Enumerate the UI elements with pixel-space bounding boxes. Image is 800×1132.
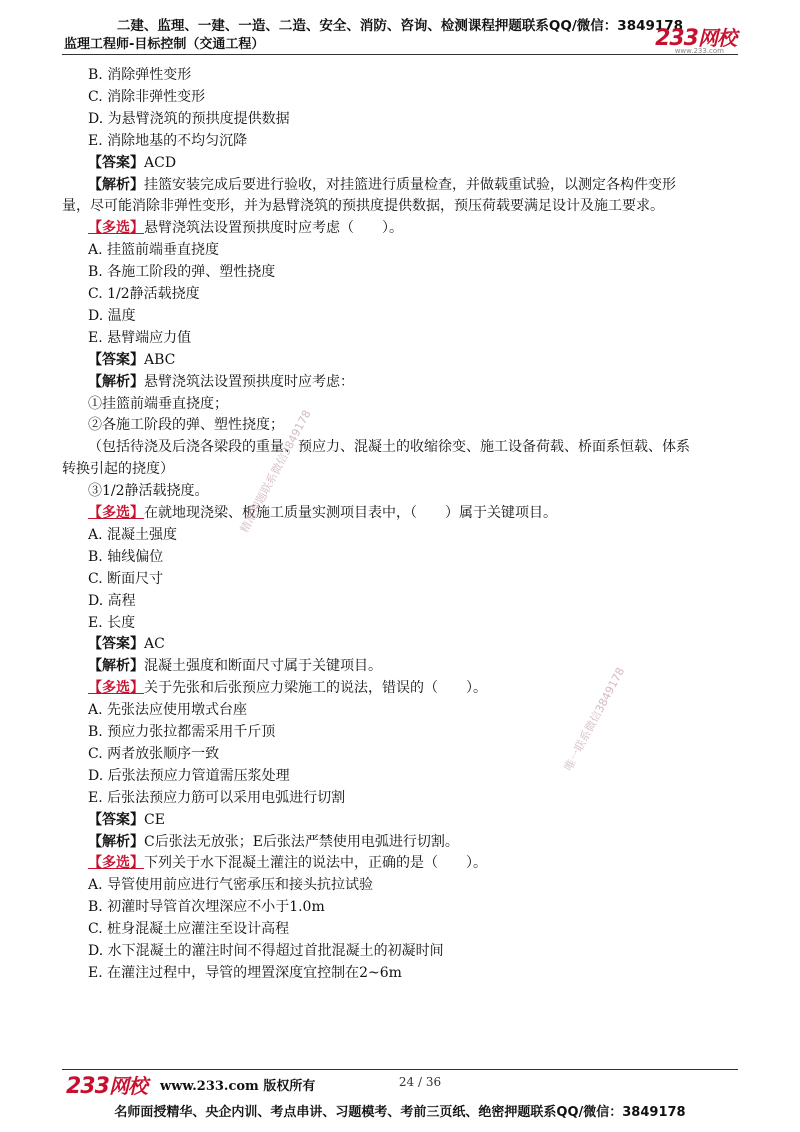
question-type-tag: 【多选】 [88,220,144,237]
line-text: 悬臂浇筑法设置预拱度时应考虑： [144,373,354,390]
text-line [88,108,290,128]
text-line [88,677,487,697]
line-text: B. 初灌时导管首次埋深应不小于1.0m [88,899,325,916]
document-subtitle: 监理工程师-目标控制（交通工程） [64,37,265,52]
section-label: 【答案】 [88,811,144,828]
line-text: A. 先张法应使用墩式台座 [88,702,248,719]
text-line [88,612,135,632]
line-text: E. 消除地基的不均匀沉降 [88,132,248,149]
line-text: A. 挂篮前端垂直挠度 [88,242,220,259]
logo-number: 233 [655,26,698,51]
text-line [88,809,165,829]
section-label: 【解析】 [88,833,144,850]
text-line [88,393,228,413]
line-text: ACD [144,154,177,171]
text-line [88,524,177,544]
question-type-tag: 【多选】 [88,505,144,521]
text-line [88,590,136,610]
line-text: ③1/2静活载挠度。 [88,483,209,500]
line-text: 下列关于水下混凝土灌注的说法中，正确的是（ ）。 [144,855,487,872]
text-line [62,458,174,478]
line-text: 转换引起的挠度） [62,461,174,478]
line-text: B. 各施工阶段的弹、塑性挠度 [88,264,276,281]
text-line [88,480,209,500]
line-text: D. 高程 [88,592,136,609]
footer-divider [62,1069,738,1070]
text-line [88,305,136,325]
text-line [88,633,165,653]
section-label: 【答案】 [88,636,144,653]
text-line [88,349,175,369]
line-text: C. 消除非弹性变形 [88,88,206,105]
line-text: ABC [144,351,176,368]
text-line [88,874,373,894]
logo-text: 网校 [698,26,736,50]
page-number: 24 / 36 [398,1075,442,1089]
text-line [88,502,557,522]
section-label: 【解析】 [88,176,144,193]
logo-number: 233 [66,1074,109,1099]
text-line [88,130,247,150]
line-text: 关于先张和后张预应力梁施工的说法，错误的（ ）。 [144,680,487,697]
text-line [88,239,219,259]
footer-contact-line: 名师面授精华、央企内训、考点串讲、习题模考、考前三页纸、绝密押题联系QQ/微信：3849178 [114,1105,686,1120]
text-line [88,414,284,434]
line-text: C. 1/2静活载挠度 [88,286,200,302]
logo-url: www.233.com [674,47,724,55]
text-line [88,217,403,237]
header-contact-line: 二建、监理、一建、一造、二造、安全、消防、咨询、检测课程押题联系QQ/微信：3849178 [116,18,684,34]
text-line [88,546,163,566]
text-line [88,940,444,960]
text-line [88,283,200,303]
line-text: A. 混凝土强度 [88,526,178,543]
text-line [88,743,219,763]
line-text: E. 悬臂端应力值 [88,329,192,346]
text-line [88,655,382,675]
text-line [88,699,247,719]
line-text: 在就地现浇梁、板施工质量实测项目表中，（ ）属于关键项目。 [144,505,557,521]
line-text: 量，尽可能消除非弹性变形，并为悬臂浇筑的预拱度提供数据，预压荷载要满足设计及施工要求。 [62,198,664,215]
section-label: 【解析】 [88,658,144,675]
line-text: 混凝土强度和断面尺寸属于关键项目。 [144,658,382,675]
text-line [88,86,205,106]
text-line [88,918,289,938]
line-text: A. 导管使用前应进行气密承压和接头抗拉试验 [88,877,374,894]
watermark: 唯一联系微信3849178 [561,665,628,774]
line-text: ①挂篮前端垂直挠度； [88,395,228,412]
text-line [88,765,290,785]
line-text: D. 为悬臂浇筑的预拱度提供数据 [88,110,290,127]
line-text: CE [144,811,165,828]
line-text: D. 后张法预应力管道需压浆处理 [88,767,290,784]
footer-logo [66,1070,147,1099]
text-line [88,436,690,456]
text-line [88,327,191,347]
line-text: D. 水下混凝土的灌注时间不得超过首批混凝土的初凝时间 [88,943,444,959]
logo-text: 网校 [108,1074,147,1098]
line-text: C. 两者放张顺序一致 [88,745,220,762]
text-line [88,371,354,391]
text-line [88,721,275,741]
text-line [88,568,163,588]
line-text: D. 温度 [88,307,136,324]
text-line [88,64,191,84]
line-text: C. 桩身混凝土应灌注至设计高程 [88,921,290,938]
text-line [88,831,459,851]
line-text: E. 在灌注过程中，导管的埋置深度宜控制在2~6m [88,964,402,981]
section-label: 【答案】 [88,154,144,171]
line-text: 悬臂浇筑法设置预拱度时应考虑（ ）。 [144,220,403,237]
text-line [88,896,325,916]
text-line [88,174,676,194]
line-text: E. 后张法预应力筋可以采用电弧进行切割 [88,789,346,806]
line-text: AC [144,636,165,653]
line-text: B. 预应力张拉都需采用千斤顶 [88,724,276,740]
line-text: B. 轴线偏位 [88,548,164,565]
line-text: 挂篮安装完成后要进行验收，对挂篮进行质量检查，并做载重试验，以测定各构件变形 [144,176,676,193]
header-divider [62,54,738,55]
question-type-tag: 【多选】 [88,855,144,872]
footer-copyright: www.233.com 版权所有 [160,1079,316,1094]
line-text: C. 断面尺寸 [88,570,164,587]
line-text: ②各施工阶段的弹、塑性挠度； [88,417,284,434]
text-line [88,852,487,872]
question-type-tag: 【多选】 [88,680,144,697]
text-line [88,152,176,172]
line-text: （包括待浇及后浇各梁段的重量、预应力、混凝土的收缩徐变、施工设备荷载、桥面系恒载、体系 [88,439,690,456]
line-text: B. 消除弹性变形 [88,67,192,83]
text-line [62,195,664,215]
section-label: 【解析】 [88,373,144,390]
line-text: C后张法无放张；E后张法严禁使用电弧进行切割。 [144,833,459,850]
line-text: E. 长度 [88,614,136,631]
text-line [88,261,275,281]
text-line [88,787,345,807]
text-line [88,962,402,982]
section-label: 【答案】 [88,351,144,368]
watermark: 精准押题联系微信3849178 [237,407,314,536]
